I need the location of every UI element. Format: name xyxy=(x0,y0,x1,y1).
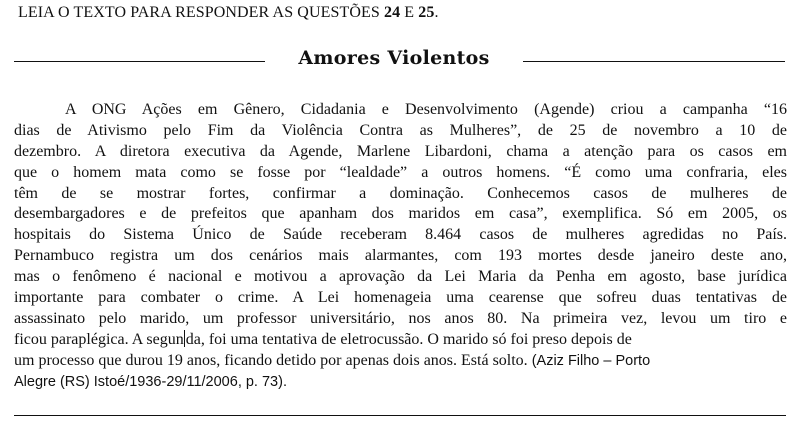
article-line: mas o fenômeno é nacional e motivou a aprovação da Lei Maria da Penha em agosto, base jurídica xyxy=(14,268,787,286)
instruction-suffix: . xyxy=(434,4,439,21)
article-body xyxy=(14,100,787,392)
article-line: assassinato pelo marido, um professor universitário, nos anos 80. Na primeira vez, levou um tiro e xyxy=(14,309,787,327)
article-line: que o homem mata como se fosse por “lealdade” a outros homens. “É como uma confraria, eles xyxy=(14,163,787,181)
article-line-part: ficou paraplégica. A segun xyxy=(14,330,184,348)
article-line-part: da, foi uma tentativa de eletrocussão. O marido só foi preso depois de xyxy=(185,330,632,348)
article-line: têm de se mostrar fortes, confirmar a dominação. Conhecemos casos de mulheres de xyxy=(14,184,787,202)
article-line: dezembro. A diretora executiva da Agende, Marlene Libardoni, chama a atenção para os casos em xyxy=(14,142,787,160)
article-line: importante para combater o crime. A Lei homenageia uma cearense que sofreu duas tentativas de xyxy=(14,289,787,307)
title-rule-left xyxy=(14,61,265,62)
article-line: Pernambuco registra um dos cenários mais alarmantes, com 193 mortes desde janeiro deste ano, xyxy=(14,247,787,265)
article-line: hospitais do Sistema Único de Saúde receberam 8.464 casos de mulheres agredidas no País. xyxy=(14,226,787,244)
article-line-part: um processo que durou 19 anos, ficando detido por apenas dois anos. Está solto. xyxy=(14,351,532,369)
question-number-24: 24 xyxy=(383,4,401,21)
article-line xyxy=(14,351,787,372)
instruction-mid: E xyxy=(400,4,419,21)
reading-instruction xyxy=(18,3,439,23)
article-line: A ONG Ações em Gênero, Cidadania e Desenvolvimento (Agende) criou a campanha “16 xyxy=(65,101,787,118)
title-rule-right xyxy=(523,61,785,62)
article-line: desembargadores e de prefeitos que apanham dos maridos em casa”, exemplifica. Só em 2005, os xyxy=(14,205,787,223)
article-line: dias de Ativismo pelo Fim da Violência Contra as Mulheres”, de 25 de novembro a 10 de xyxy=(14,121,787,139)
article-title: Amores Violentos xyxy=(298,47,490,69)
bottom-rule xyxy=(14,415,786,416)
source-citation: Alegre (RS) Istoé/1936-29/11/2006, p. 73). xyxy=(14,373,287,390)
instruction-prefix: LEIA O TEXTO PARA RESPONDER AS QUESTÕES xyxy=(18,4,384,21)
article-line xyxy=(14,330,787,351)
source-citation: (Aziz Filho – Porto xyxy=(531,352,651,369)
question-number-25: 25 xyxy=(418,4,435,21)
